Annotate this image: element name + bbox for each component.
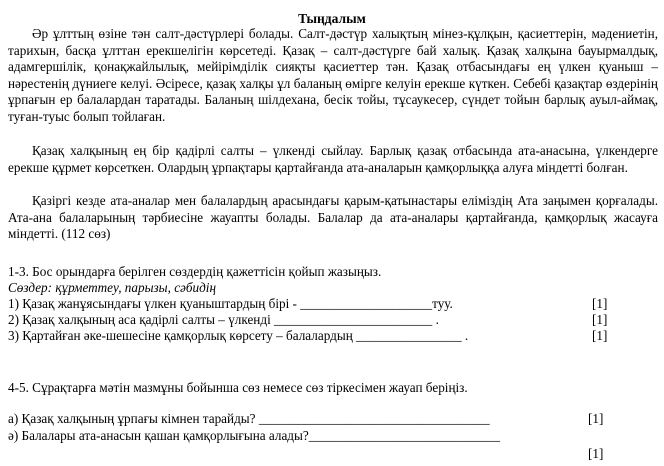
task1-item-1-mark: [1] [592, 296, 608, 311]
task1-item-3-mark: [1] [592, 328, 608, 343]
task1-item-3: 3) Қартайған әке-шешесіне қамқорлық көрсету – балалардың ________________ . [8, 328, 469, 343]
task1-item-2: 2) Қазақ халқының аса қадірлі салты – үлкенді ________________________ . [8, 312, 439, 327]
task2-item-b-mark: [1] [588, 446, 604, 461]
paragraph-2: Қазақ халқының ең бір қадірлі салты – үлкенді сыйлау. Барлық қазақ отбасында ата-анасына, үлкендерге ерекше құрмет көрсеткен. Олардың ұрпақтары қартайғанда ата-аналарын қамқорлыққа алуға міндетті болған. [8, 143, 658, 175]
task2-heading: 4-5. Сұрақтарға мәтін мазмұны бойынша сөз немесе сөз тіркесімен жауап беріңіз. [8, 380, 468, 395]
paragraph-1: Әр ұлттың өзіне тән салт-дәстүрлері болады. Салт-дәстүр халықтың мінез-құлқын, қасиеттерін, мәдениетін, тарихын, басқа ұлттан ерекшелігін көрсетеді. Қазақ – салт-дәстүрге бай халық. Қазақ халқына бауырмалдық, адамгершілік, қонақжайлылық, мейірімділік сияқты қасиеттер тән. Қазақ отбасындағы ең үлкен қуаныш – нәрестенің дүниеге келуі. Әсіресе, қазақ халқы ұл баланың өміргe келуін ерекше күткен. Себебі қазақтар өздерінің ұрпағын ер балалардан таратады. Баланың шілдехана, бесік тойы, тұсаукесер, сүндет тойын барлық ауыл-аймақ, туған-туыс болып тойлаған. [8, 26, 658, 124]
task1-word-bank: Сөздер: құрметтеу, парызы, сәбидің [8, 280, 217, 295]
task2-item-b: ә) Балалары ата-анасын қашан қамқорлығына алады?_____________________________ [8, 428, 500, 443]
paragraph-3: Қазіргі кезде ата-аналар мен балалардың арасындағы қарым-қатынастары еліміздің Ата заңымен қорғалады. Ата-ана балаларының тәрбиесіне жауапты болады. Балалар да ата-аналары қартайғанда, қамқорлық жасауға міндетті. (112 сөз) [8, 193, 658, 241]
task2-item-a: а) Қазақ халқының ұрпағы кімнен тарайды? ___________________________________ [8, 411, 490, 426]
task1-item-1: 1) Қазақ жанұясындағы үлкен қуаныштардың бірі - ____________________туу. [8, 296, 453, 311]
task1-item-2-mark: [1] [592, 312, 608, 327]
document-title: Тыңдалым [298, 11, 366, 26]
task2-item-a-mark: [1] [588, 411, 604, 426]
task1-heading: 1-3. Бос орындарға берілген сөздердің қажеттісін қойып жазыңыз. [8, 264, 382, 279]
